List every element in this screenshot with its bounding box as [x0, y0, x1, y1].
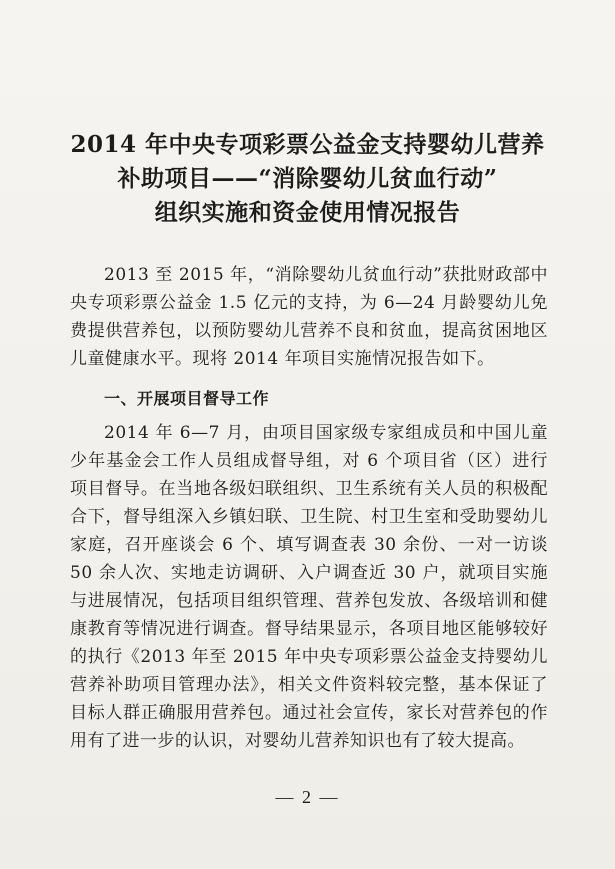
title-line-3: 组织实施和资金使用情况报告: [154, 199, 461, 226]
document-title: [60, 128, 555, 230]
section-heading: 一、开展项目督导工作: [104, 389, 270, 408]
title-line-2: 补助项目——“消除婴幼儿贫血行动”: [117, 165, 498, 192]
section-body-paragraph: 2014 年 6—7 月，由项目国家级专家组成员和中国儿童少年基金会工作人员组成督导组，对 6 个项目省（区）进行项目督导。在当地各级妇联组织、卫生系统有关人员的积极配合下，督导组深入乡镇妇联、卫生院、村卫生室和受助婴幼儿家庭，召开座谈会 6 个、填写调查表 30 余份、一对一访谈 50 余人次、实地走访调研、入户调查近 30 户，就项目实施与进展情况，包括项目组织管理、营养包发放、各级培训和健康教育等情况进行调查。督导结果显示，各项目地区能够较好的执行《2013 年至 2015 年中央专项彩票公益金支持婴幼儿营养补助项目管理办法》，相关文件资料较完整，基本保证了目标人群正确服用营养包。通过社会宣传，家长对营养包的作用有了进一步的认识，对婴幼儿营养知识也有了较大提高。: [70, 423, 548, 751]
title-line-1: 2014 年中央专项彩票公益金支持婴幼儿营养: [70, 131, 545, 158]
page-number: — 2 —: [275, 787, 340, 807]
intro-paragraph: 2013 至 2015 年，“消除婴幼儿贫血行动”获批财政部中央专项彩票公益金 1.5 亿元的支持，为 6—24 月龄婴幼儿免费提供营养包，以预防婴幼儿营养不良和贫血，提高贫困地区儿童健康水平。现将 2014 年项目实施情况报告如下。: [70, 265, 548, 369]
